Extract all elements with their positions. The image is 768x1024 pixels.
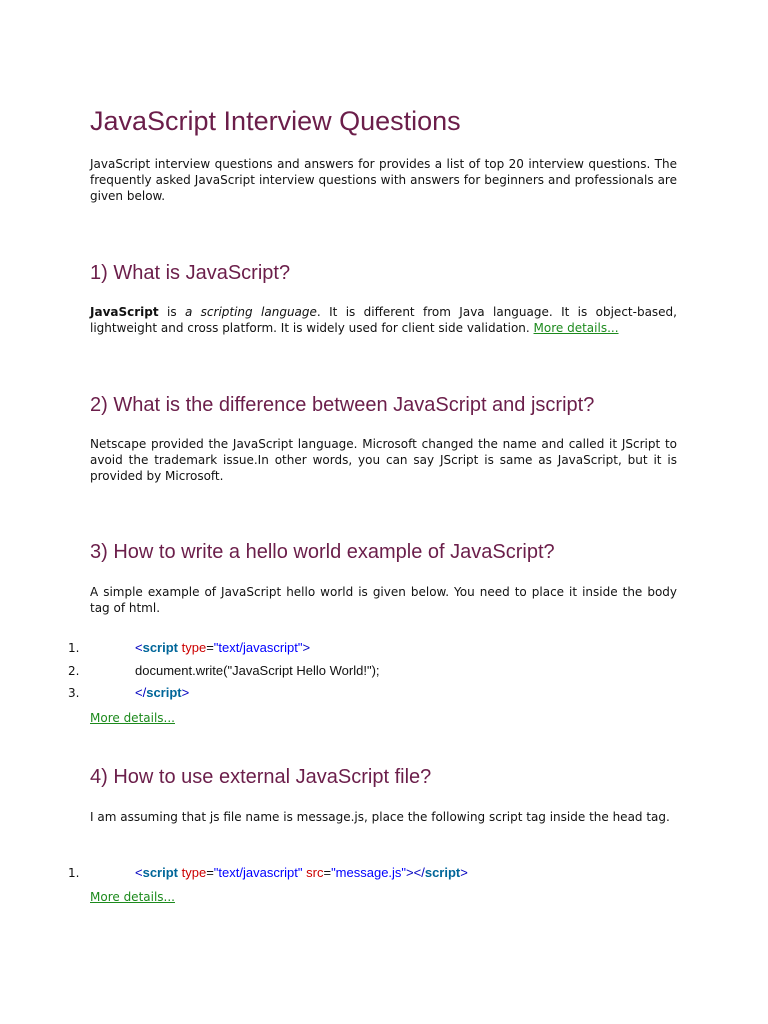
code-text xyxy=(135,638,310,658)
code-token: </ xyxy=(135,685,147,700)
line-number: 1. xyxy=(68,641,80,655)
question-2-heading: 2) What is the difference between JavaScript and jscript? xyxy=(90,394,595,416)
code-token: "message.js" xyxy=(331,865,407,880)
code-text xyxy=(135,863,468,883)
code-token: type xyxy=(181,640,207,655)
question-3-answer: A simple example of JavaScript hello world is given below. You need to place it inside the body tag of html. xyxy=(90,585,677,615)
answer-bold-term: JavaScript xyxy=(90,305,159,319)
code-line xyxy=(68,638,688,658)
code-token: < xyxy=(135,640,143,655)
code-line xyxy=(68,661,688,681)
code-token: = xyxy=(323,865,332,880)
more-details-link-3[interactable]: More details... xyxy=(90,711,175,725)
code-token: script xyxy=(146,685,182,700)
question-1-heading: 1) What is JavaScript? xyxy=(90,262,291,284)
code-token: type xyxy=(181,865,207,880)
line-number: 2. xyxy=(68,664,80,678)
answer-rest-text: . It is different from Java language. It is object-based, lightweight and cross platform. It is widely used for client side validation. xyxy=(90,305,677,335)
question-4-heading: 4) How to use external JavaScript file? xyxy=(90,766,432,788)
code-token: "text/javascript" xyxy=(213,865,303,880)
answer-italic-term: a scripting language xyxy=(184,305,317,319)
code-line xyxy=(68,863,688,883)
code-token: > xyxy=(302,640,311,655)
code-token: src xyxy=(306,865,324,880)
question-4-answer: I am assuming that js file name is message.js, place the following script tag inside the head tag. xyxy=(90,810,670,824)
code-token: = xyxy=(206,640,214,655)
question-3-heading: 3) How to write a hello world example of JavaScript? xyxy=(90,541,555,563)
code-text: document.write("JavaScript Hello World!"); xyxy=(135,663,380,678)
line-number: 1. xyxy=(68,866,80,880)
more-details-link-1[interactable]: More details... xyxy=(533,321,619,335)
code-line xyxy=(68,683,688,703)
answer-is-text: is xyxy=(158,305,185,319)
code-token: "text/javascript" xyxy=(213,640,303,655)
code-token: > xyxy=(460,865,468,880)
question-2-answer: Netscape provided the JavaScript language. Microsoft changed the name and called it JScript to avoid the trademark issue.In other words, you can say JScript is same as JavaScript, but it is provided by Microsoft. xyxy=(90,437,677,483)
intro-paragraph: JavaScript interview questions and answers for provides a list of top 20 interview questions. The frequently asked JavaScript interview questions with answers for beginners and professionals are given below. xyxy=(90,157,677,203)
code-token: = xyxy=(206,865,214,880)
code-text xyxy=(135,683,189,703)
more-details-link-4[interactable]: More details... xyxy=(90,890,175,904)
code-token: script xyxy=(142,865,178,880)
code-token: < xyxy=(135,865,143,880)
code-token: script xyxy=(142,640,178,655)
question-1-answer xyxy=(90,304,677,336)
code-token: > xyxy=(181,685,190,700)
page-title: JavaScript Interview Questions xyxy=(90,106,461,136)
line-number: 3. xyxy=(68,686,80,700)
code-token: script xyxy=(424,865,461,880)
code-token: ></ xyxy=(406,865,425,880)
